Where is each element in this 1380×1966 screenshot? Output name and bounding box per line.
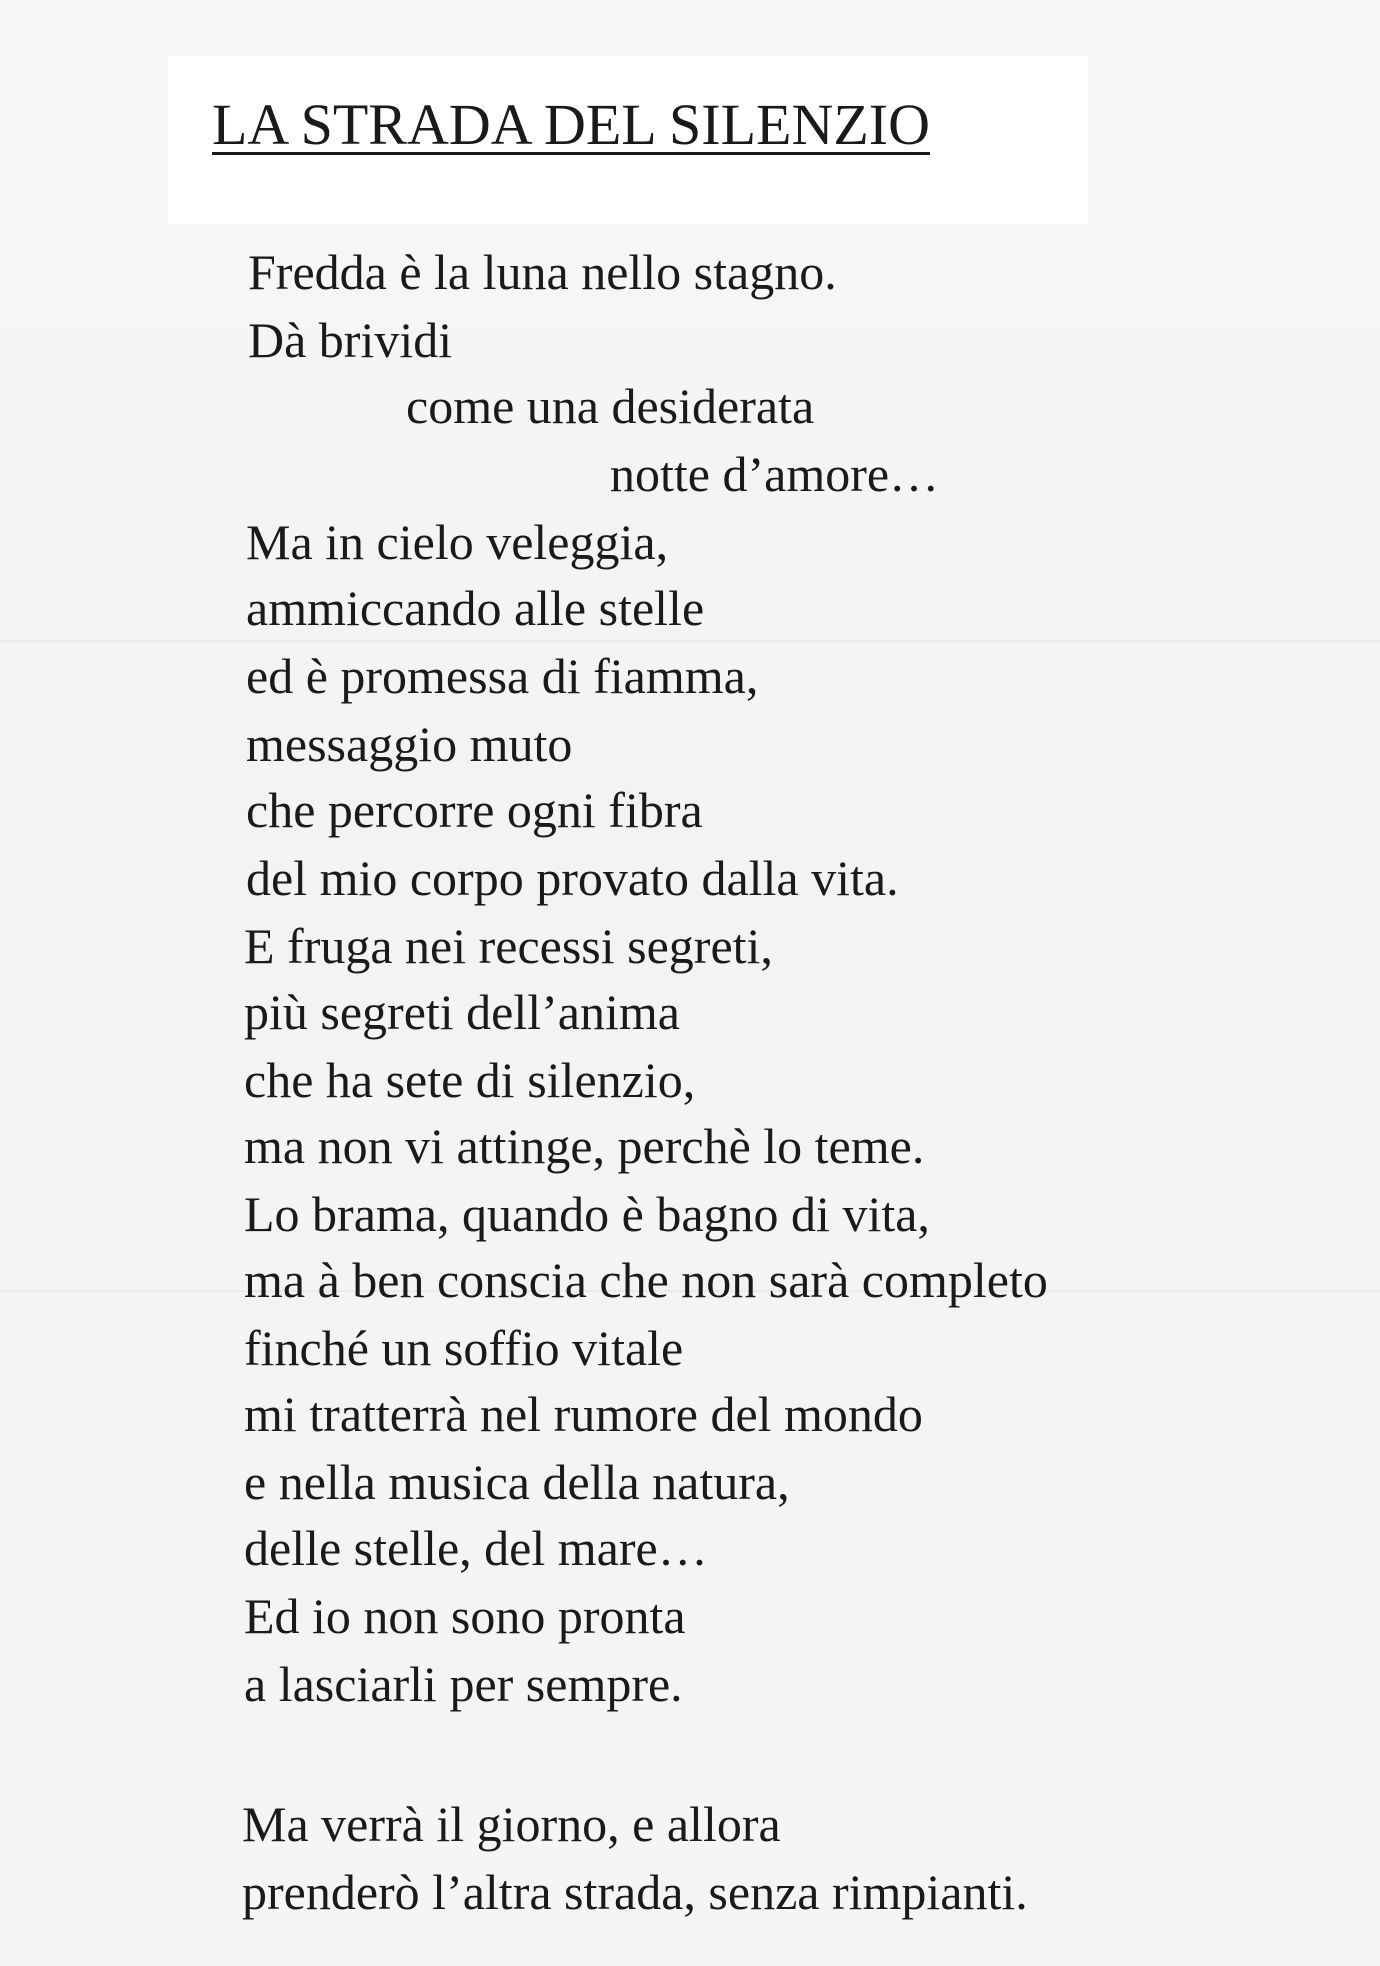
poem-line: come una desiderata [406, 378, 815, 434]
poem-line: Ed io non sono pronta [244, 1588, 686, 1644]
poem-title: LA STRADA DEL SILENZIO [212, 92, 930, 157]
poem-line: prenderò l’altra strada, senza rimpianti. [242, 1864, 1028, 1920]
poem-line: E fruga nei recessi segreti, [244, 918, 773, 974]
poem-line: mi tratterrà nel rumore del mondo [244, 1386, 923, 1442]
poem-line: a lasciarli per sempre. [244, 1656, 683, 1712]
poem-line: Fredda è la luna nello stagno. [248, 244, 837, 300]
poem-line: Dà brividi [248, 312, 453, 368]
poem-line: notte d’amore… [610, 446, 940, 502]
poem-line: ammiccando alle stelle [246, 580, 705, 636]
poem-line: e nella musica della natura, [244, 1454, 790, 1510]
poem-line: finché un soffio vitale [244, 1320, 684, 1376]
poem-line: che percorre ogni fibra [246, 782, 703, 838]
poem-line: Lo brama, quando è bagno di vita, [244, 1186, 930, 1242]
paper-fold [0, 640, 1380, 642]
poem-line: del mio corpo provato dalla vita. [246, 850, 899, 906]
poem-line: ed è promessa di fiamma, [246, 648, 759, 704]
poem-line: messaggio muto [246, 716, 573, 772]
poem-line: più segreti dell’anima [244, 984, 680, 1040]
poem-line: che ha sete di silenzio, [244, 1052, 696, 1108]
poem-line: ma non vi attinge, perchè lo teme. [244, 1118, 925, 1174]
poem-line: Ma in cielo veleggia, [246, 514, 669, 570]
poem-line: Ma verrà il giorno, e allora [242, 1796, 781, 1852]
poem-line: ma à ben conscia che non sarà completo [244, 1252, 1048, 1308]
poem-line: delle stelle, del mare… [244, 1520, 708, 1576]
